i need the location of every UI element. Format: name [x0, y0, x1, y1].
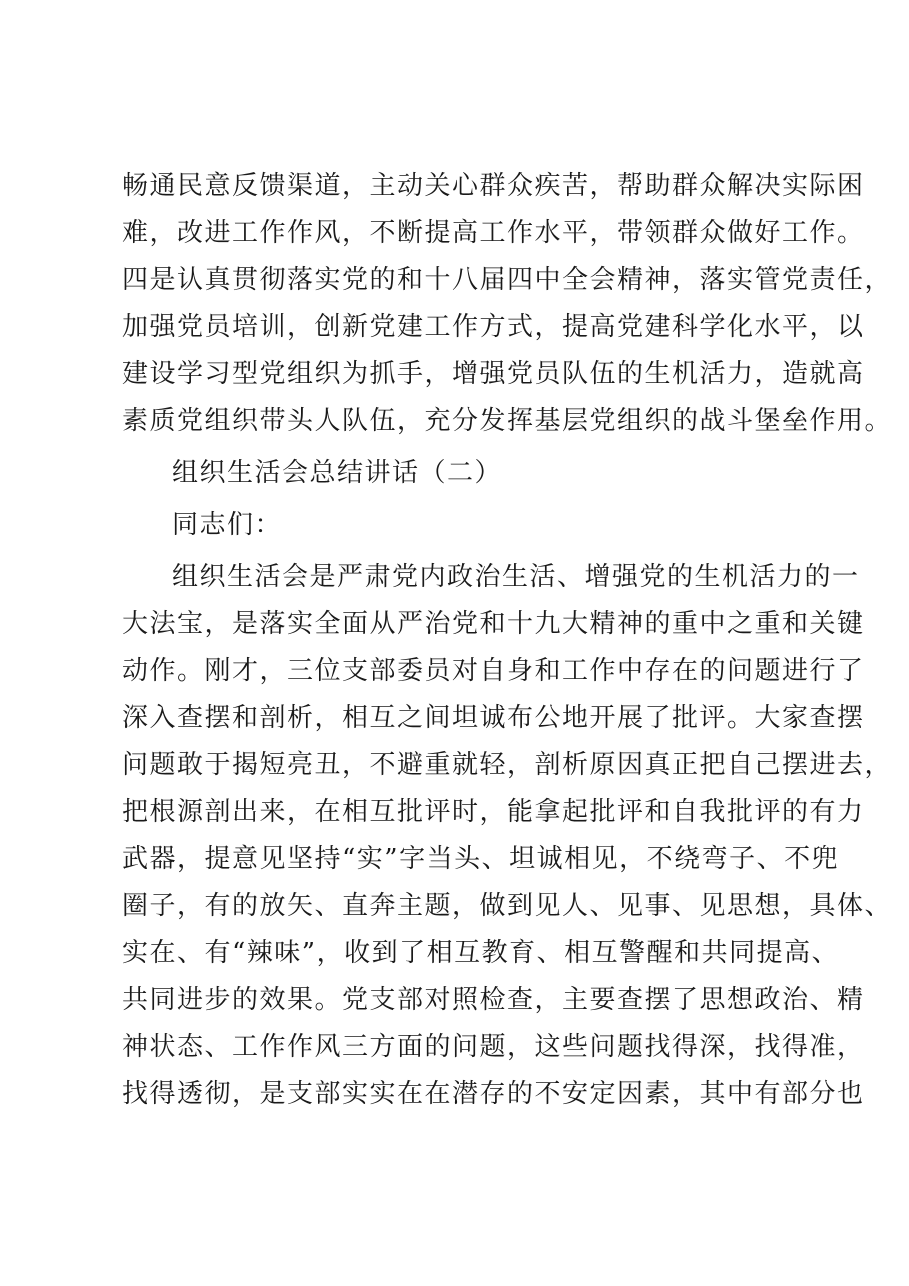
paragraph-line: 神状态、工作作风三方面的问题，这些问题找得深，找得准，: [122, 1032, 865, 1062]
salutation: 同志们：: [172, 510, 283, 540]
paragraph-line: 实在、有“辣味”，收到了相互教育、相互警醒和共同提高、: [122, 938, 840, 968]
paragraph-line: 建设学习型党组织为抓手，增强党员队伍的生机活力，造就高: [122, 359, 865, 389]
paragraph-line: 共同进步的效果。党支部对照检查，主要查摆了思想政治、精: [122, 985, 865, 1015]
paragraph-line: 组织生活会是严肃党内政治生活、增强党的生机活力的一: [172, 562, 860, 592]
paragraph-line: 动作。刚才，三位支部委员对自身和工作中存在的问题进行了: [122, 656, 865, 686]
section-title: 组织生活会总结讲话（二）: [172, 458, 503, 488]
paragraph-line: 畅通民意反馈渠道，主动关心群众疾苦，帮助群众解决实际困: [122, 171, 865, 201]
paragraph-line: 圈子，有的放矢、直奔主题，做到见人、见事、见思想，具体、: [122, 891, 893, 921]
paragraph-line: 素质党组织带头人队伍，充分发挥基层党组织的战斗堡垒作用。: [122, 406, 893, 436]
paragraph-line: 武器，提意见坚持“实”字当头、坦诚相见，不绕弯子、不兜: [122, 844, 840, 874]
paragraph-line: 难，改进工作作风，不断提高工作水平，带领群众做好工作。: [122, 218, 865, 248]
paragraph-line: 找得透彻，是支部实实在在潜存的不安定因素，其中有部分也: [122, 1079, 865, 1109]
paragraph-line: 加强党员培训，创新党建工作方式，提高党建科学化水平，以: [122, 312, 865, 342]
paragraph-line: 四是认真贯彻落实党的和十八届四中全会精神，落实管党责任，: [122, 265, 893, 295]
paragraph-line: 把根源剖出来，在相互批评时，能拿起批评和自我批评的有力: [122, 797, 865, 827]
paragraph-line: 大法宝，是落实全面从严治党和十九大精神的重中之重和关键: [122, 609, 865, 639]
paragraph-line: 问题敢于揭短亮丑，不避重就轻，剖析原因真正把自己摆进去，: [122, 750, 893, 780]
paragraph-line: 深入查摆和剖析，相互之间坦诚布公地开展了批评。大家查摆: [122, 703, 865, 733]
